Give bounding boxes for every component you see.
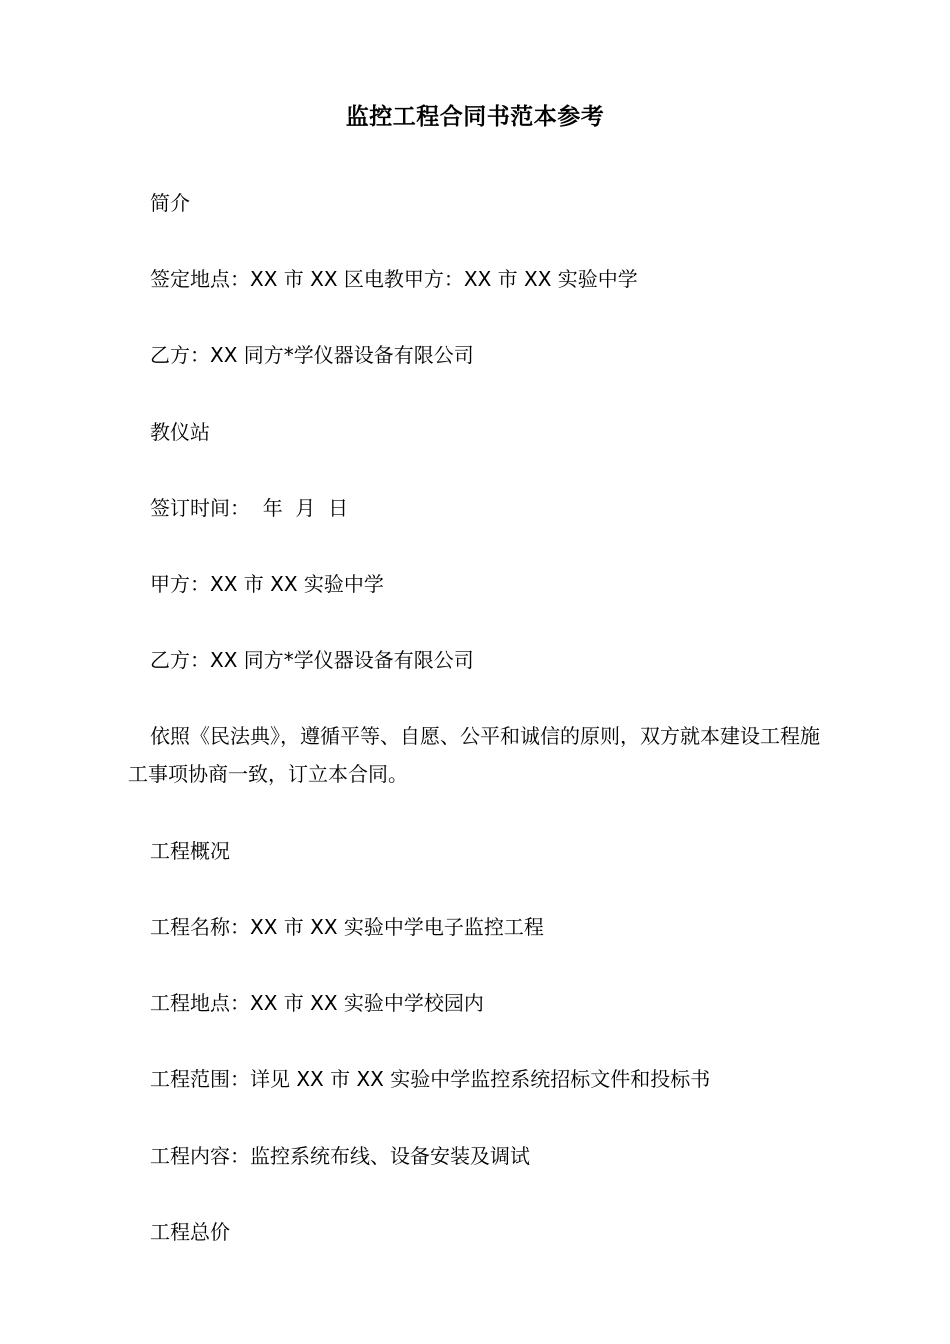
paragraph-project-name: 工程名称：XX 市 XX 实验中学电子监控工程 xyxy=(150,915,544,939)
paragraph-party-b: 乙方：XX 同方*学仪器设备有限公司 xyxy=(150,343,474,367)
paragraph-project-location: 工程地点：XX 市 XX 实验中学校园内 xyxy=(150,991,484,1015)
paragraph-project-scope: 工程范围：详见 XX 市 XX 实验中学监控系统招标文件和投标书 xyxy=(150,1067,711,1091)
paragraph-legal-basis: 依照《民法典》，遵循平等、自愿、公平和诚信的原则，双方就本建设工程施工事项协商一致，订立本合同。 xyxy=(128,724,820,786)
paragraph-party-b-repeat: 乙方：XX 同方*学仪器设备有限公司 xyxy=(150,648,474,672)
document-title: 监控工程合同书范本参考 xyxy=(345,104,605,130)
paragraph-signing-place: 签定地点：XX 市 XX 区电教甲方：XX 市 XX 实验中学 xyxy=(150,267,638,291)
paragraph-party-a: 甲方：XX 市 XX 实验中学 xyxy=(150,572,384,596)
paragraph-signing-date: 签订时间： 年 月 日 xyxy=(150,496,349,520)
paragraph-project-content: 工程内容：监控系统布线、设备安装及调试 xyxy=(150,1144,530,1168)
paragraph-station: 教仪站 xyxy=(150,420,210,444)
paragraph-project-total: 工程总价 xyxy=(150,1220,230,1244)
paragraph-intro: 简介 xyxy=(150,191,190,215)
paragraph-project-overview: 工程概况 xyxy=(150,839,230,863)
